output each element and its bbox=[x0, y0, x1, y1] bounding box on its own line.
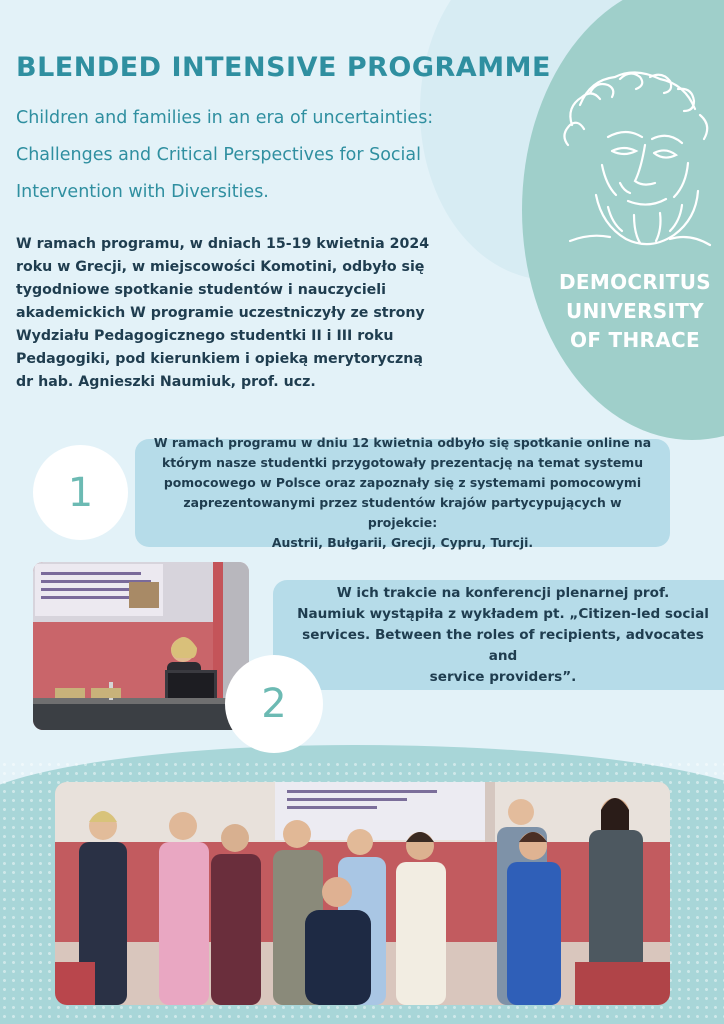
subtitle-line: Children and families in an era of uncertainties: bbox=[16, 108, 434, 128]
intro-line: Pedagogiki, pod kierunkiem i opieką merytoryczną bbox=[16, 351, 423, 367]
intro-line: W ramach programu, w dniach 15-19 kwietnia 2024 bbox=[16, 236, 430, 252]
intro-line: tygodniowe spotkanie studentów i nauczycieli bbox=[16, 282, 387, 298]
intro-paragraph bbox=[16, 233, 486, 394]
subtitle-line: Challenges and Critical Perspectives for Social bbox=[16, 145, 421, 165]
intro-line: akademickich W programie uczestniczyły ze strony bbox=[16, 305, 425, 321]
step-2-number: 2 bbox=[261, 681, 287, 727]
intro-line: dr hab. Agnieszki Naumiuk, prof. ucz. bbox=[16, 374, 316, 390]
subtitle-line: Intervention with Diversities. bbox=[16, 182, 269, 202]
step-2-line: services. Between the roles of recipients, advocates and bbox=[302, 626, 704, 664]
step-1-number: 1 bbox=[67, 469, 94, 516]
step-1-line: Austrii, Bułgarii, Grecji, Cypru, Turcji. bbox=[271, 535, 534, 550]
page-title: BLENDED INTENSIVE PROGRAMME bbox=[16, 52, 551, 83]
step-2-badge bbox=[225, 655, 323, 753]
step-2-textbox bbox=[273, 580, 724, 690]
group-photo bbox=[55, 782, 670, 1005]
university-name bbox=[540, 268, 724, 355]
step-1-line: W ramach programu w dniu 12 kwietnia odbyło się spotkanie online na bbox=[153, 435, 652, 450]
step-1-textbox bbox=[135, 435, 670, 550]
step-1-line: którym nasze studentki przygotowały prezentację na temat systemu bbox=[161, 455, 644, 470]
step-1-line: zaprezentowanymi przez studentów krajów partycypujących w projekcie: bbox=[183, 495, 622, 530]
university-logo-icon bbox=[550, 55, 720, 255]
step-1-line: pomocowego w Polsce oraz zapoznały się z systemami pomocowymi bbox=[163, 475, 642, 490]
step-2-line: W ich trakcie na konferencji plenarnej prof. bbox=[336, 584, 670, 601]
step-2-line: service providers”. bbox=[429, 668, 577, 685]
step-1-badge bbox=[33, 445, 128, 540]
step-2-line: Naumiuk wystąpiła z wykładem pt. „Citizen-led social bbox=[297, 605, 709, 622]
programme-subtitle bbox=[16, 100, 526, 211]
university-name-line: UNIVERSITY bbox=[566, 299, 704, 323]
university-name-line: DEMOCRITUS bbox=[559, 270, 711, 294]
university-name-line: OF THRACE bbox=[570, 328, 700, 352]
intro-line: roku w Grecji, w miejscowości Komotini, odbyło się bbox=[16, 259, 425, 275]
intro-line: Wydziału Pedagogicznego studentki II i III roku bbox=[16, 328, 394, 344]
lecture-photo bbox=[33, 562, 249, 730]
